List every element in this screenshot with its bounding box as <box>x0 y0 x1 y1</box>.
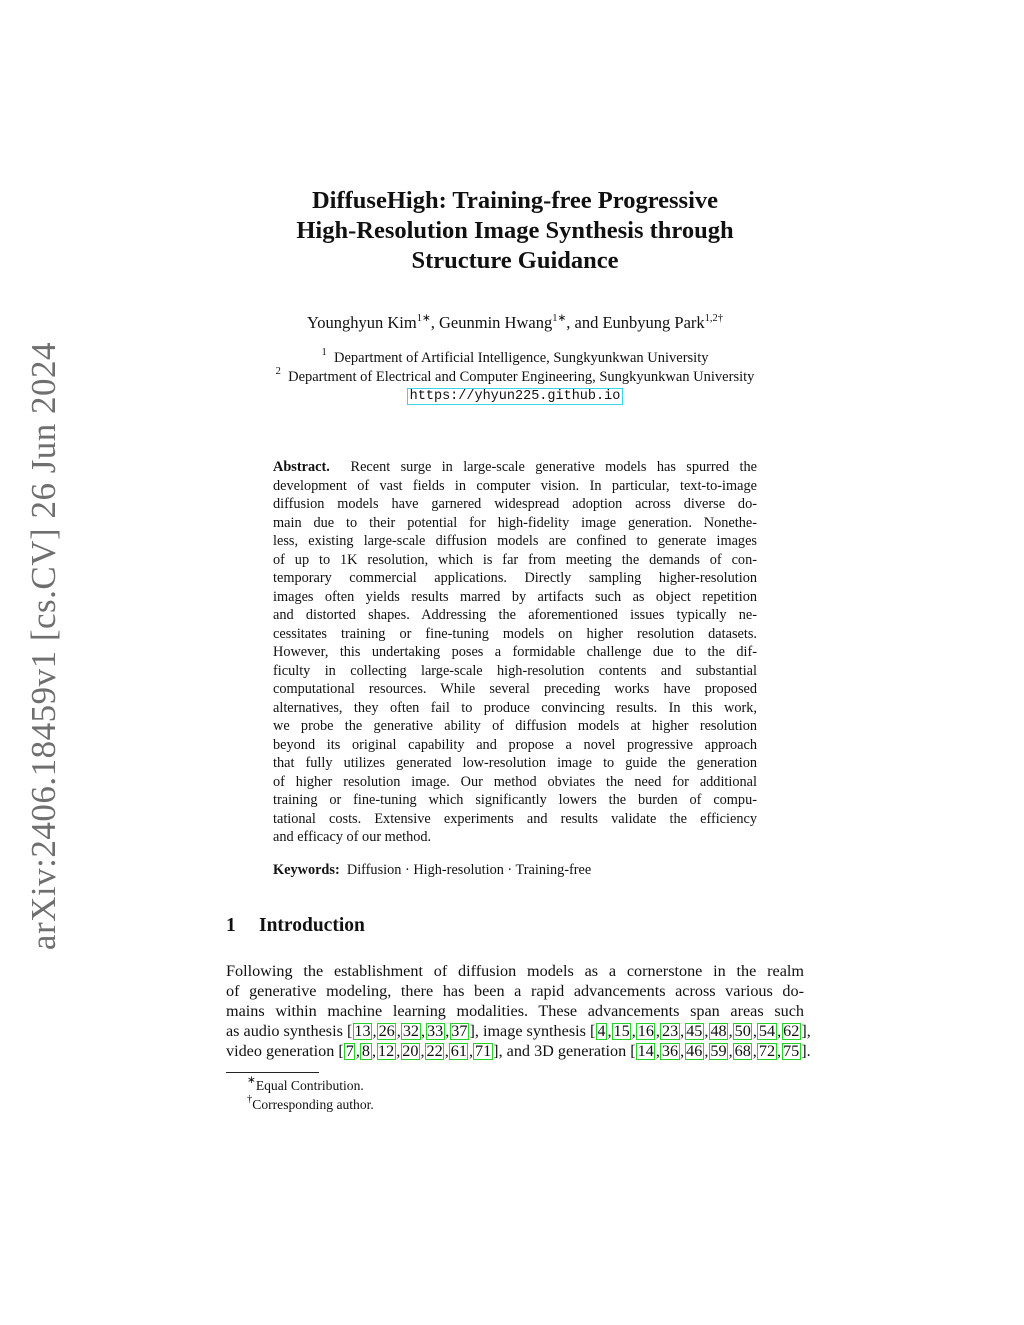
citation-separator: , <box>704 1022 709 1040</box>
citation-link[interactable]: 59 <box>710 1042 727 1060</box>
affiliation-2-number: 2 <box>275 365 281 377</box>
intro-text: , image synthesis <box>474 1022 590 1040</box>
title-line-3: Structure Guidance <box>411 247 619 274</box>
bracket: ] <box>801 1042 807 1060</box>
arxiv-identifier-stamp <box>22 341 66 951</box>
author-2: , Geunmin Hwang <box>430 313 553 332</box>
affiliation-1-number: 1 <box>321 347 327 358</box>
citation-link[interactable]: 36 <box>661 1042 679 1060</box>
citation-link[interactable]: 46 <box>686 1042 703 1060</box>
intro-line: mains within machine learning modalities. These advancements span areas such <box>226 1002 804 1020</box>
citation-separator: , <box>752 1042 757 1060</box>
citation-link[interactable]: 72 <box>758 1042 776 1060</box>
citation-link[interactable]: 7 <box>345 1042 354 1060</box>
citation-link[interactable]: 71 <box>474 1042 492 1060</box>
citation-link[interactable]: 45 <box>686 1022 703 1040</box>
author-1: Younghyun Kim <box>306 313 417 332</box>
affiliation-1-text: Department of Artificial Intelligence, Sungkyunkwan University <box>334 350 709 366</box>
footnote-2-text: Corresponding author. <box>252 1097 374 1112</box>
citation-link[interactable]: 12 <box>378 1042 395 1060</box>
abstract-line: images often yields results marred by artifacts such as object repetition <box>273 588 757 605</box>
citation-separator: , <box>752 1022 757 1040</box>
abstract-line: ficulty in collecting large-scale high-resolution contents and substantial <box>273 662 757 679</box>
author-3-mark: 1,2† <box>704 313 724 324</box>
citation-link[interactable]: 22 <box>426 1042 443 1060</box>
abstract-line: diffusion models have garnered widespread adoption across diverse do- <box>273 496 757 512</box>
abstract-line: development of vast fields in computer vision. In particular, text-to-image <box>273 477 757 494</box>
paper-title <box>228 186 802 276</box>
author-3: , and Eunbyung Park <box>566 313 705 332</box>
citation-separator: , <box>421 1022 426 1040</box>
citation-separator: , <box>680 1022 685 1040</box>
abstract-line: of up to 1K resolution, which is far from meeting the demands of con- <box>273 551 757 568</box>
citation-separator: , <box>396 1042 401 1060</box>
intro-text: as audio synthesis <box>226 1022 347 1040</box>
abstract-line: main due to their potential for high-fidelity image generation. Nonethe- <box>273 514 757 531</box>
abstract-line: beyond its original capability and propose a novel progressive approach <box>273 736 757 753</box>
citation-separator: , <box>396 1022 401 1040</box>
footnote-divider <box>226 1072 319 1073</box>
citation-link[interactable]: 75 <box>783 1042 800 1060</box>
keywords <box>273 861 757 880</box>
abstract-line: of higher resolution image. Our method obviates the need for additional <box>273 773 757 790</box>
abstract-line: alternatives, they often fail to produce convincing results. In this work, <box>273 699 757 716</box>
affiliation-2-text: Department of Electrical and Computer Engineering, Sungkyunkwan University <box>288 368 755 385</box>
keywords-label: Keywords: <box>273 862 340 878</box>
bracket: ] <box>801 1022 807 1040</box>
citation-link[interactable]: 48 <box>710 1022 727 1040</box>
abstract-line: cessitates training or fine-tuning models on higher resolution datasets. <box>273 625 757 642</box>
affiliations <box>228 349 802 405</box>
citation-link[interactable]: 8 <box>361 1042 370 1060</box>
affiliation-1 <box>228 349 802 368</box>
citation-separator: , <box>728 1042 733 1060</box>
keywords-text: Diffusion · High-resolution · Training-free <box>346 862 592 878</box>
intro-line: of generative modeling, there has been a rapid advancements across various do- <box>226 982 804 1000</box>
citation-separator: , <box>445 1022 450 1040</box>
abstract-line <box>273 458 757 477</box>
abstract-line: that fully utilizes generated low-resolution image to guide the generation <box>273 755 757 771</box>
footnote-2 <box>247 1095 374 1114</box>
abstract-line: tational costs. Extensive experiments and results validate the efficiency <box>273 810 757 827</box>
intro-line <box>226 1021 811 1041</box>
citation-separator: , <box>777 1042 782 1060</box>
citation-separator: , <box>728 1022 733 1040</box>
punctuation: . <box>806 1042 811 1060</box>
citation-link[interactable]: 26 <box>378 1022 395 1040</box>
bracket: [ <box>630 1042 636 1060</box>
intro-text: video generation <box>226 1042 339 1060</box>
citation-link[interactable]: 61 <box>450 1042 467 1060</box>
citation-group-image <box>595 1022 801 1040</box>
bracket: ] <box>469 1022 475 1040</box>
section-heading <box>226 915 365 937</box>
footnote-1 <box>247 1076 374 1095</box>
citation-group-audio <box>352 1022 469 1040</box>
citation-separator: , <box>468 1042 473 1060</box>
citation-group-video <box>344 1042 493 1060</box>
citation-separator: , <box>777 1022 782 1040</box>
introduction-paragraph <box>226 961 811 1061</box>
author-2-mark: 1∗ <box>552 313 567 324</box>
citation-link[interactable]: 33 <box>427 1022 444 1040</box>
abstract-line: and distorted shapes. Addressing the aforementioned issues typically ne- <box>273 607 757 623</box>
citation-separator: , <box>655 1022 660 1040</box>
footnote-1-text: Equal Contribution. <box>255 1078 364 1093</box>
citation-separator: , <box>704 1042 709 1060</box>
citation-separator: , <box>655 1042 660 1060</box>
punctuation: , <box>806 1022 811 1040</box>
citation-link[interactable]: 37 <box>451 1022 468 1040</box>
abstract-line: and efficacy of our method. <box>273 829 432 845</box>
citation-link[interactable]: 14 <box>637 1042 654 1060</box>
affiliation-2 <box>228 365 802 387</box>
bracket: [ <box>589 1022 596 1040</box>
section-number: 1 <box>226 915 236 936</box>
bracket: ] <box>493 1042 499 1060</box>
bracket: [ <box>346 1022 353 1040</box>
citation-link[interactable]: 62 <box>783 1022 800 1040</box>
citation-link[interactable]: 13 <box>354 1022 371 1040</box>
citation-link[interactable]: 68 <box>734 1042 751 1060</box>
abstract <box>273 458 757 847</box>
citation-link[interactable]: 23 <box>661 1022 679 1040</box>
citation-separator: , <box>607 1022 612 1040</box>
intro-line: Following the establishment of diffusion models as a cornerstone in the realm <box>226 962 804 980</box>
footnote-1-mark: ∗ <box>247 1075 256 1086</box>
citation-separator: , <box>372 1042 377 1060</box>
section-title: Introduction <box>259 915 365 936</box>
abstract-line: we probe the generative ability of diffusion models at higher resolution <box>273 718 757 734</box>
footnote-2-mark: † <box>247 1094 253 1105</box>
abstract-line: less, existing large-scale diffusion models are confined to generate images <box>273 533 757 549</box>
title-line-1: DiffuseHigh: Training-free Progressive <box>311 187 719 214</box>
citation-link[interactable]: 15 <box>613 1022 630 1040</box>
author-list <box>228 313 802 333</box>
citation-separator: , <box>355 1042 360 1060</box>
citation-separator: , <box>444 1042 449 1060</box>
citation-link[interactable]: 16 <box>637 1022 654 1040</box>
author-1-mark: 1∗ <box>416 313 431 324</box>
project-url-link[interactable]: https://yhyun225.github.io <box>407 388 624 405</box>
title-line-2: High-Resolution Image Synthesis through <box>296 217 734 244</box>
citation-link[interactable]: 32 <box>402 1022 419 1040</box>
intro-line <box>226 1041 811 1061</box>
abstract-line: However, this undertaking poses a formidable challenge due to the dif- <box>273 644 757 660</box>
abstract-line: training or fine-tuning which significantly lowers the burden of compu- <box>273 792 757 808</box>
citation-link[interactable]: 54 <box>758 1022 776 1040</box>
abstract-line: computational resources. While several preceding works have proposed <box>273 681 757 697</box>
citation-separator: , <box>420 1042 425 1060</box>
citation-separator: , <box>631 1022 636 1040</box>
citation-link[interactable]: 50 <box>734 1022 751 1040</box>
footnotes <box>247 1076 374 1114</box>
abstract-line: temporary commercial applications. Directly sampling higher-resolution <box>273 570 757 586</box>
citation-link[interactable]: 4 <box>597 1022 606 1040</box>
citation-separator: , <box>680 1042 685 1060</box>
abstract-line-text: Recent surge in large-scale generative models has spurred the <box>350 459 757 475</box>
arxiv-identifier-text: arXiv:2406.18459v1 [cs.CV] 26 Jun 2024 <box>24 341 63 951</box>
bracket: [ <box>338 1042 344 1060</box>
citation-link[interactable]: 20 <box>402 1042 419 1060</box>
intro-text: , and 3D generation <box>498 1042 631 1060</box>
citation-group-3d <box>636 1042 802 1060</box>
citation-separator: , <box>372 1022 377 1040</box>
abstract-label: Abstract. <box>273 459 330 475</box>
